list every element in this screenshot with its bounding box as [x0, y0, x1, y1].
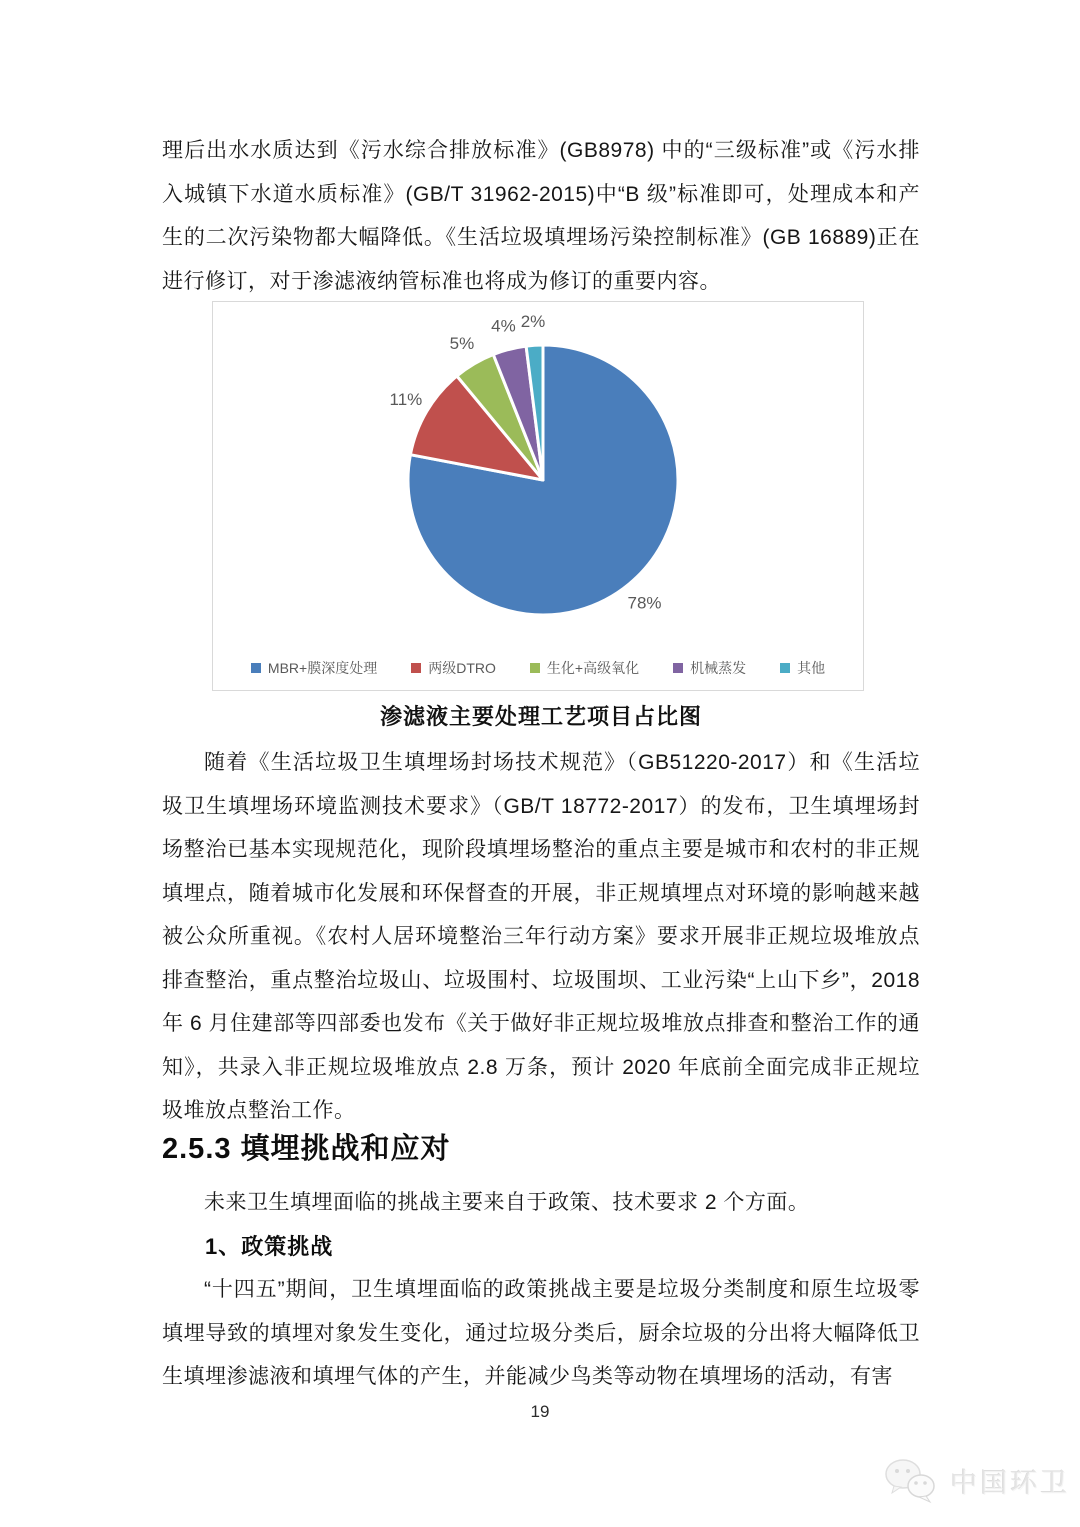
watermark-brand: 中国环卫: [950, 1467, 1070, 1498]
legend-item: [251, 658, 377, 678]
pie-data-label: 78%: [627, 593, 662, 613]
legend-item: [530, 658, 639, 678]
legend-label: 两级DTRO: [428, 660, 496, 676]
paragraph-policy-challenge: “十四五”期间，卫生填埋面临的政策挑战主要是垃圾分类制度和原生垃圾零填埋导致的填埋对象发生变化，通过垃圾分类后，厨余垃圾的分出将大幅降低卫生填埋渗滤液和填埋气体的产生，并能减少鸟类等动物在填埋场的活动，有害: [162, 1278, 920, 1388]
pie-data-label: 4%: [491, 316, 516, 336]
subsection-heading-policy-challenge: 1、政策挑战: [205, 1234, 334, 1259]
page-number: 19: [530, 1402, 550, 1421]
legend-label: MBR+膜深度处理: [267, 660, 378, 676]
pie-data-label: 5%: [449, 333, 475, 353]
legend-label: 其他: [797, 660, 826, 676]
paragraph-challenge-intro: 未来卫生填埋面临的挑战主要来自于政策、技术要求 2 个方面。: [204, 1191, 810, 1214]
legend-item: [780, 658, 825, 678]
legend-swatch-icon: [530, 663, 540, 673]
chart-caption: 渗滤液主要处理工艺项目占比图: [379, 704, 702, 729]
pie-chart: [213, 302, 863, 690]
legend-item: [673, 658, 746, 678]
legend-label: 生化+高级氧化: [546, 660, 640, 676]
paragraph-landfill-regulation: 随着《生活垃圾卫生填埋场封场技术规范》（GB51220-2017）和《生活垃圾卫生填埋场环境监测技术要求》（GB/T 18772-2017）的发布，卫生填埋场封场整治已基本实现规范化，现阶段填埋场整治的重点主要是城市和农村的非正规填埋点，随着城市化发展和环保督查的开展，非正规填埋点对环境的影响越来越被公众所重视。《农村人居环境整治三年行动方案》要求开展非正规垃圾堆放点排查整治，重点整治垃圾山、垃圾围村、垃圾围坝、工业污染“上山下乡”，2018 年 6 月住建部等四部委也发布《关于做好非正规垃圾堆放点排查和整治工作的通知》，共录入非正规垃圾堆放点 2.8 万条，预计 2020 年底前全面完成非正规垃圾堆放点整治工作。: [162, 751, 920, 1122]
chart-legend: [213, 658, 863, 678]
section-heading-2-5-3: 2.5.3 填埋挑战和应对: [162, 1133, 451, 1165]
legend-label: 机械蒸发: [690, 660, 747, 676]
legend-item: [411, 658, 496, 678]
legend-swatch-icon: [411, 663, 421, 673]
watermark: [882, 1455, 1070, 1505]
wechat-icon: [882, 1456, 940, 1504]
pie-chart-frame: [212, 301, 864, 691]
legend-swatch-icon: [673, 663, 683, 673]
legend-swatch-icon: [780, 663, 790, 673]
legend-swatch-icon: [251, 663, 261, 673]
pie-data-label: 2%: [520, 312, 546, 331]
pie-data-label: 11%: [389, 389, 423, 409]
paragraph-leachate-standards: 理后出水水质达到《污水综合排放标准》(GB8978) 中的“三级标准”或《污水排入城镇下水道水质标准》(GB/T 31962-2015)中“B 级”标准即可，处理成本和产生的二次污染物都大幅降低。《生活垃圾填埋场污染控制标准》(GB 16889)正在进行修订，对于渗滤液纳管标准也将成为修订的重要内容。: [162, 139, 920, 293]
